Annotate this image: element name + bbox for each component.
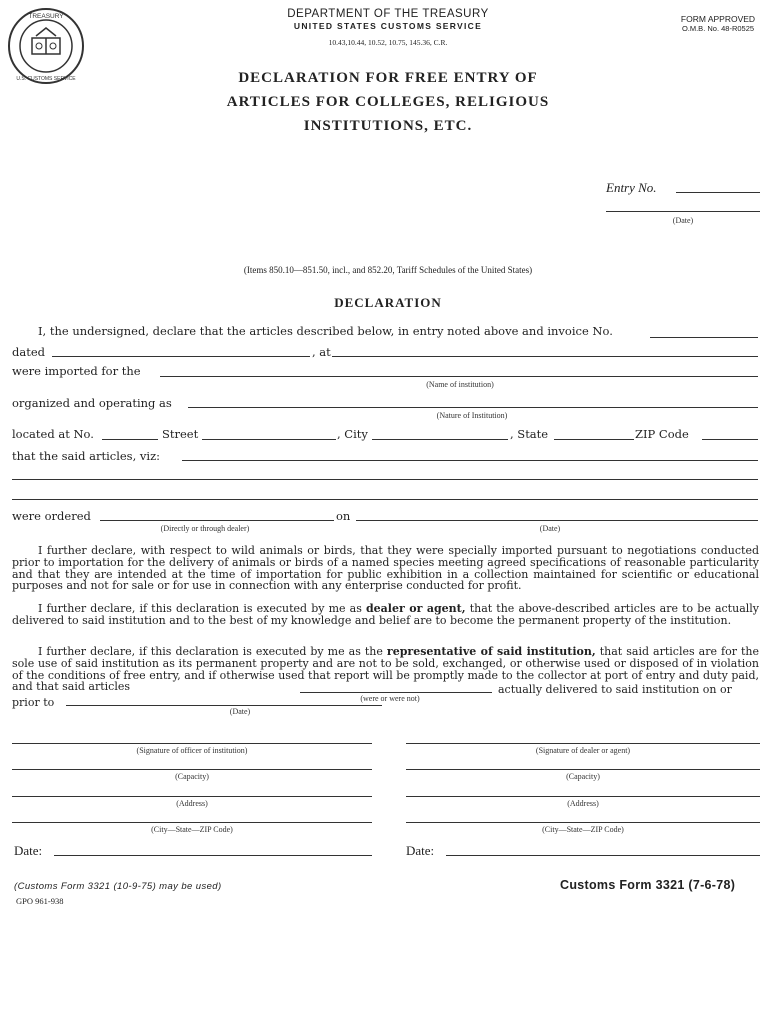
wild-animals-paragraph: I further declare, with respect to wild animals or birds, that they were specially imported pursuant to negotiations conducted prior to importation for the delivery of animals or birds of a named species meeting agreed specifications of reasonable particularity and that they are intended at the time of importation for public exhibition in a collection maintained for scientific or educational purposes and not for sale or for use in connection with any enterprise conducted for profit. [12, 544, 759, 593]
representative-paragraph-start: I further declare, if this declaration is executed by me as the [38, 645, 387, 658]
dealer-capacity-field[interactable] [406, 769, 760, 770]
officer-city-caption: (City—State—ZIP Code) [151, 825, 233, 834]
dealer-or-agent-emphasis: dealer or agent, [365, 602, 466, 615]
seal-bottom-text: U.S. CUSTOMS SERVICE [16, 76, 76, 82]
dealer-agent-paragraph [12, 603, 759, 627]
ordered-date-field[interactable] [356, 520, 758, 521]
prior-to-date-field[interactable] [66, 705, 382, 706]
dated-field[interactable] [52, 356, 310, 357]
officer-city-field[interactable] [12, 822, 372, 823]
entry-date-caption: (Date) [672, 216, 694, 225]
dated-label: dated [12, 345, 46, 359]
title-line-2: ARTICLES FOR COLLEGES, RELIGIOUS [226, 94, 550, 110]
institution-nature-field[interactable] [188, 407, 758, 408]
title-line-3: INSTITUTIONS, ETC. [303, 118, 473, 134]
representative-paragraph-end: that said articles are for the sole use of said institution as its permanent property and are not to be sold, exchanged, or otherwise used or disposed of in violation of the conditions of free entry, and if otherwise used that report will be promptly made to the collector at port of entry and duty paid, and that said articles [12, 645, 759, 694]
dealer-date-field[interactable] [446, 855, 760, 856]
at-location-field[interactable] [332, 356, 758, 357]
form-number: Customs Form 3321 (7-6-78) [560, 878, 736, 892]
dealer-capacity-caption: (Capacity) [566, 772, 600, 781]
street-label: Street [162, 427, 199, 441]
dealer-signature-caption: (Signature of dealer or agent) [535, 746, 631, 755]
officer-address-caption: (Address) [176, 799, 208, 808]
state-field[interactable] [554, 439, 634, 440]
dealer-city-field[interactable] [406, 822, 760, 823]
imported-for-label: were imported for the [12, 364, 141, 378]
directly-caption: (Directly or through dealer) [160, 524, 250, 533]
invoice-number-field[interactable] [650, 337, 758, 338]
on-label: on [336, 509, 351, 523]
ordered-how-field[interactable] [100, 520, 334, 521]
were-or-were-not-caption: (were or were not) [360, 694, 420, 703]
gpo-number: GPO 961-938 [16, 896, 64, 906]
department-name: DEPARTMENT OF THE TREASURY [287, 8, 489, 20]
officer-signature-field[interactable] [12, 743, 372, 744]
dealer-paragraph-start: I further declare, if this declaration is executed by me as [38, 602, 366, 615]
state-label: , State [510, 427, 549, 441]
officer-signature-caption: (Signature of officer of institution) [136, 746, 248, 755]
officer-date-label: Date: [14, 843, 43, 858]
zip-label: ZIP Code [635, 427, 689, 441]
officer-date-field[interactable] [54, 855, 372, 856]
dealer-address-caption: (Address) [567, 799, 599, 808]
city-label: , City [337, 427, 368, 441]
institution-name-field[interactable] [160, 376, 758, 377]
located-at-label: located at No. [12, 427, 94, 441]
officer-address-field[interactable] [12, 796, 372, 797]
dealer-signature-field[interactable] [406, 743, 760, 744]
title-line-1: DECLARATION FOR FREE ENTRY OF [238, 70, 538, 86]
articles-description-field-2[interactable] [12, 479, 758, 480]
dealer-paragraph-end: that the above-described articles are to be actually delivered to said institution and to the best of my knowledge and belief are to become the permanent property of the institution. [12, 602, 759, 627]
said-articles-label: that the said articles, viz: [12, 449, 161, 463]
city-field[interactable] [372, 439, 508, 440]
street-number-field[interactable] [102, 439, 158, 440]
entry-number-field[interactable] [676, 192, 760, 193]
dealer-city-caption: (City—State—ZIP Code) [542, 825, 624, 834]
representative-emphasis: representative of said institution, [386, 645, 596, 658]
prior-to-label: prior to [12, 696, 55, 709]
regulations-reference: 10.43,10.44, 10.52, 10.75, 145.36, C.R. [328, 38, 448, 47]
prior-form-note: (Customs Form 3321 (10-9-75) may be used) [14, 881, 222, 892]
declaration-heading: DECLARATION [334, 295, 442, 310]
articles-description-field-3[interactable] [12, 499, 758, 500]
organized-label: organized and operating as [12, 396, 172, 410]
officer-capacity-caption: (Capacity) [175, 772, 209, 781]
declaration-intro: I, the undersigned, declare that the articles described below, in entry noted above and invoice No. [38, 324, 613, 338]
prior-to-date-caption: (Date) [229, 707, 251, 716]
dealer-address-field[interactable] [406, 796, 760, 797]
actually-delivered-text: actually delivered to said institution on or [498, 683, 732, 696]
treasury-seal-icon [6, 6, 86, 86]
seal-top-text: TREASURY [28, 13, 64, 20]
ordered-date-caption: (Date) [539, 524, 561, 533]
dealer-date-label: Date: [406, 843, 435, 858]
articles-description-field-1[interactable] [182, 460, 758, 461]
institution-nature-caption: (Nature of Institution) [436, 411, 508, 420]
institution-name-caption: (Name of institution) [426, 380, 494, 389]
entry-date-field[interactable] [606, 211, 760, 212]
at-label: , at [312, 345, 331, 359]
zip-field[interactable] [702, 439, 758, 440]
omb-number: O.M.B. No. 48-R0525 [681, 24, 755, 33]
service-name: UNITED STATES CUSTOMS SERVICE [293, 21, 483, 31]
street-field[interactable] [202, 439, 336, 440]
form-approved-label: FORM APPROVED [680, 14, 756, 24]
tariff-items-note: (Items 850.10—851.50, incl., and 852.20, Tariff Schedules of the United States) [243, 265, 533, 275]
were-or-were-not-field[interactable] [300, 692, 492, 693]
officer-capacity-field[interactable] [12, 769, 372, 770]
were-ordered-label: were ordered [12, 509, 91, 523]
entry-number-label: Entry No. [606, 180, 657, 195]
